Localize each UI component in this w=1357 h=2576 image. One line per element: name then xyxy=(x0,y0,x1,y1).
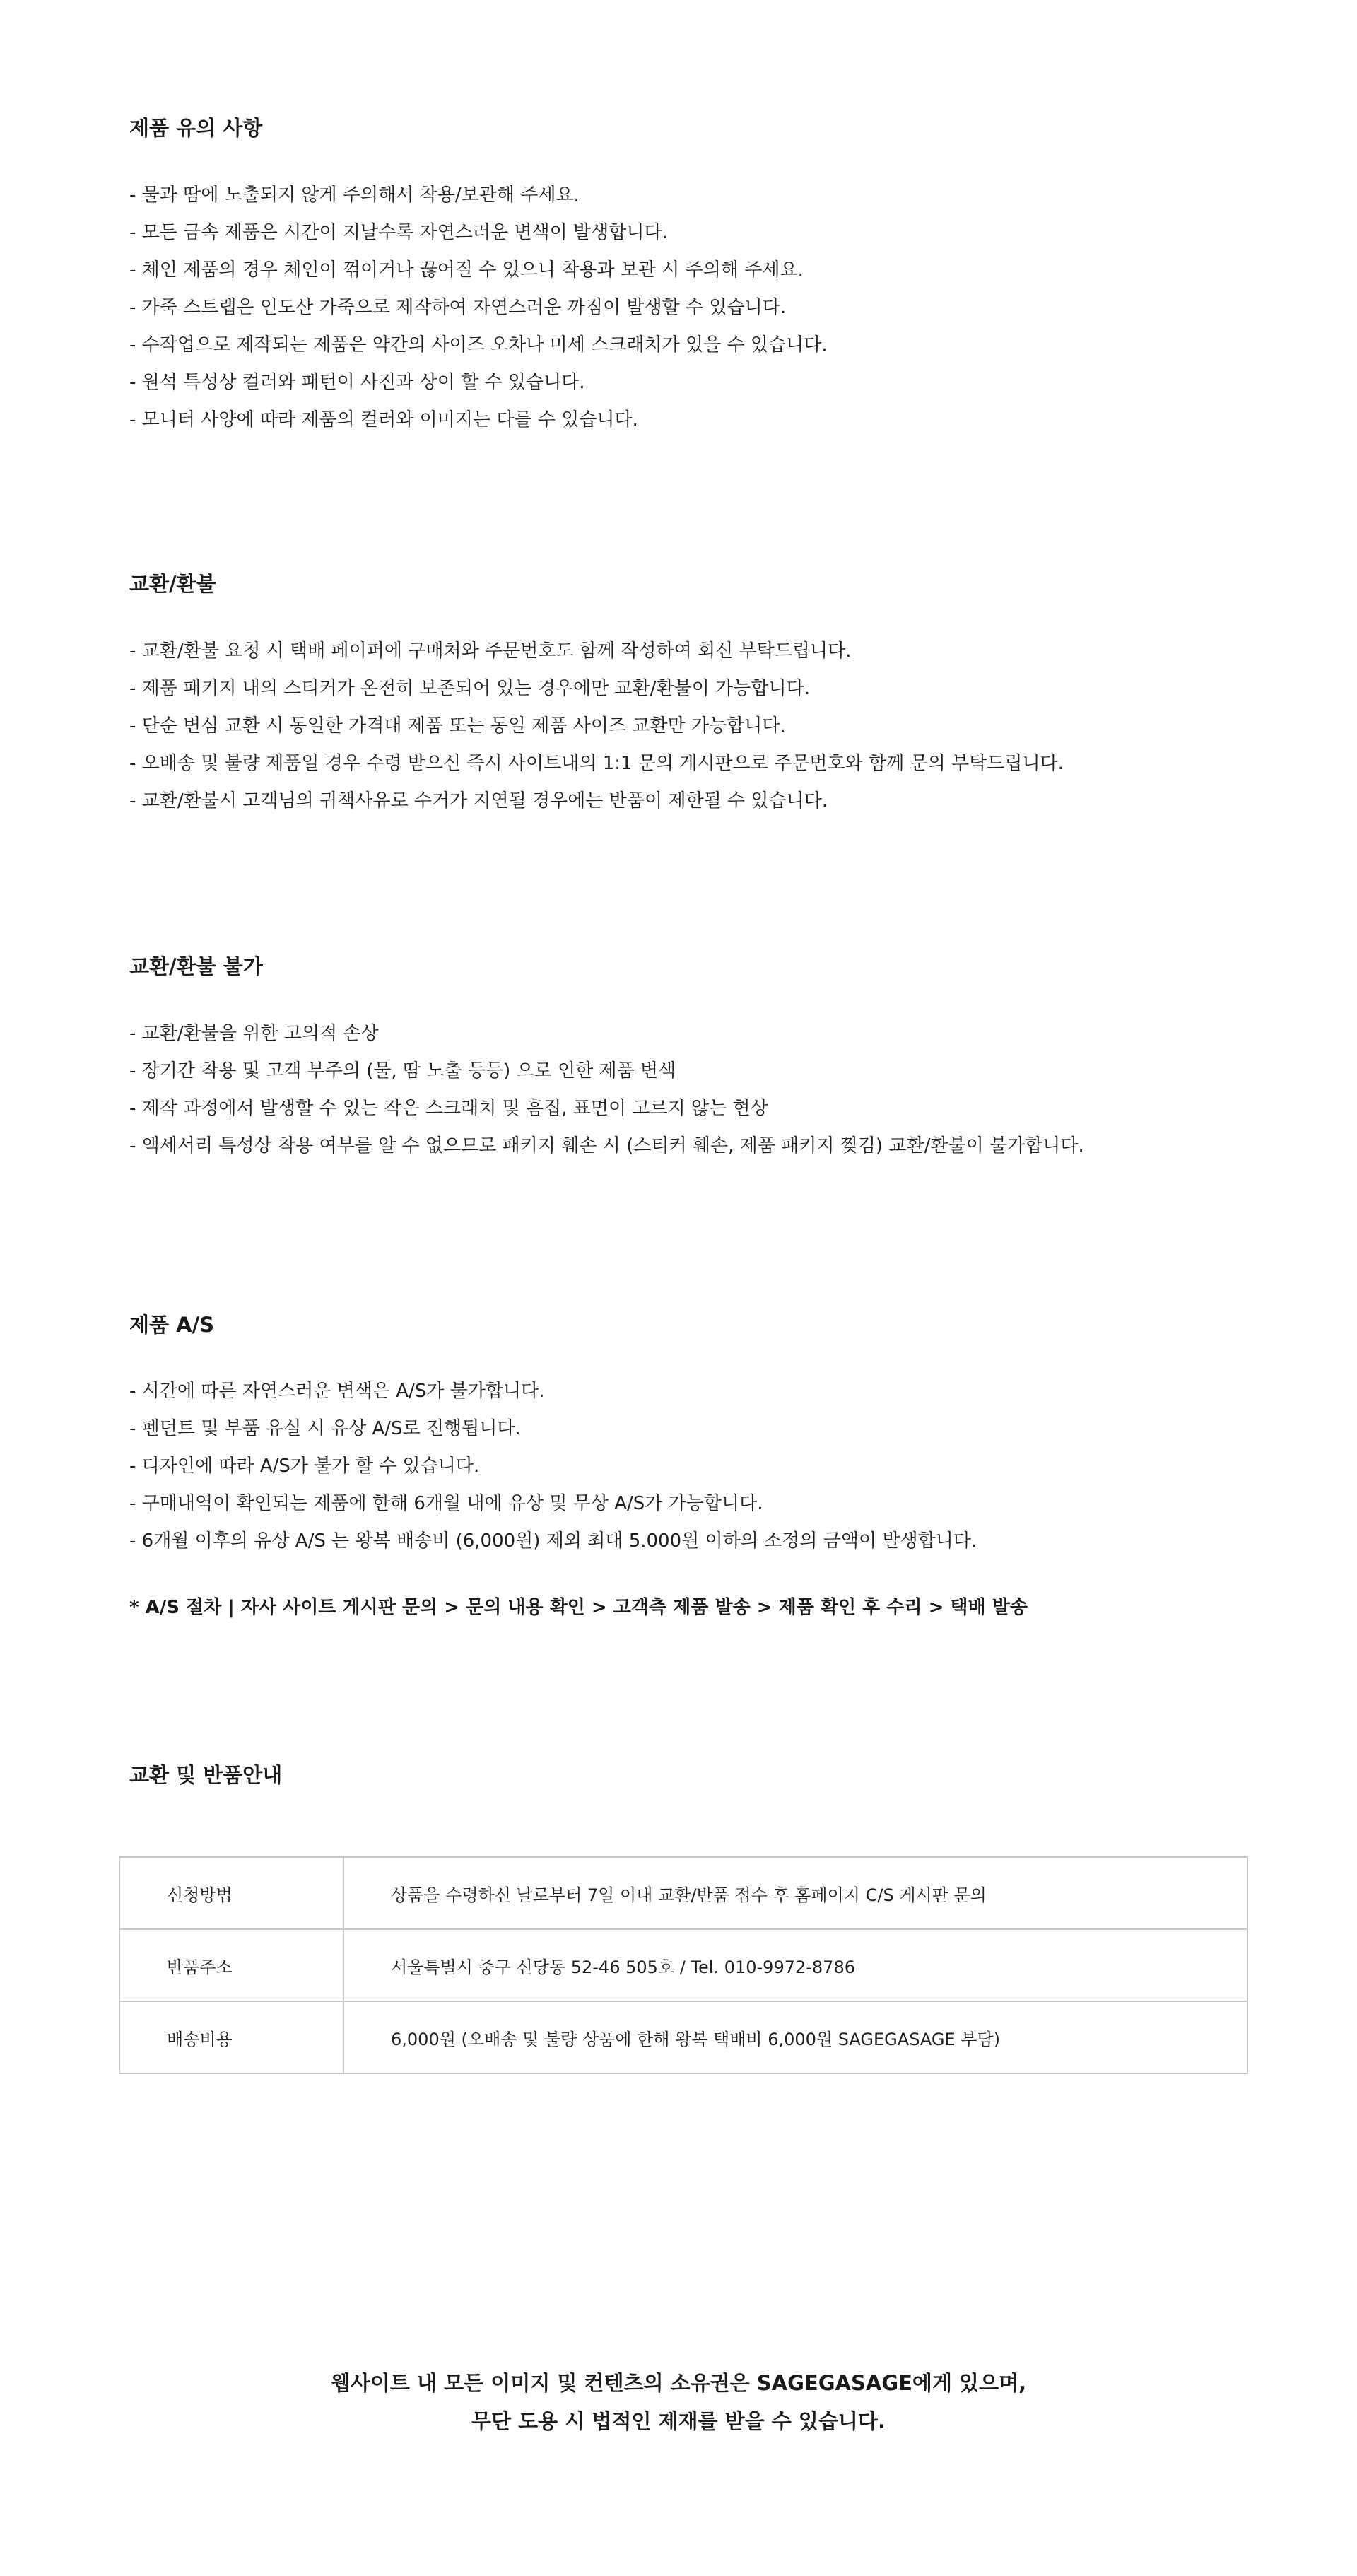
care-section xyxy=(129,115,1246,431)
care-item: - 물과 땀에 노출되지 않게 주의해서 착용/보관해 주세요. xyxy=(129,185,580,206)
return-guide-title: 교환 및 반품안내 xyxy=(129,1763,283,1787)
table-value: 상품을 수령하신 날로부터 7일 이내 교환/반품 접수 후 홈페이지 C/S 게시판 문의 xyxy=(343,1857,1247,1929)
care-item: - 원석 특성상 컬러와 패턴이 사진과 상이 할 수 있습니다. xyxy=(129,372,585,393)
table-label: 반품주소 xyxy=(119,1929,343,2001)
table-value: 서울특별시 중구 신당동 52-46 505호 / Tel. 010-9972-8786 xyxy=(343,1929,1247,2001)
exchange-section xyxy=(129,571,1246,812)
care-item: - 모든 금속 제품은 시간이 지날수록 자연스러운 변색이 발생합니다. xyxy=(129,222,668,243)
copyright-line-2: 무단 도용 시 법적인 제재를 받을 수 있습니다. xyxy=(471,2409,886,2433)
exchange-title: 교환/환불 xyxy=(129,572,216,596)
no-exchange-item: - 장기간 착용 및 고객 부주의 (물, 땀 노출 등등) 으로 인한 제품 변색 xyxy=(129,1060,676,1082)
exchange-item: - 단순 변심 교환 시 동일한 가격대 제품 또는 동일 제품 사이즈 교환만 가능합니다. xyxy=(129,715,786,737)
no-exchange-list xyxy=(129,1015,1084,1165)
care-item: - 수작업으로 제작되는 제품은 약간의 사이즈 오차나 미세 스크래치가 있을 수 있습니다. xyxy=(129,334,828,356)
return-guide-table xyxy=(119,1856,1248,2074)
no-exchange-section xyxy=(129,954,1246,1157)
as-item: - 6개월 이후의 유상 A/S 는 왕복 배송비 (6,000원) 제외 최대 5.000원 이하의 소정의 금액이 발생합니다. xyxy=(129,1530,977,1552)
as-item: - 펜던트 및 부품 유실 시 유상 A/S로 진행됩니다. xyxy=(129,1418,521,1439)
exchange-list xyxy=(129,633,1064,820)
exchange-item: - 교환/환불시 고객님의 귀책사유로 수거가 지연될 경우에는 반품이 제한될 수 있습니다. xyxy=(129,790,828,812)
as-section xyxy=(129,1312,1246,1618)
copyright-line-1: 웹사이트 내 모든 이미지 및 컨텐츠의 소유권은 SAGEGASAGE에게 있으며, xyxy=(330,2371,1027,2395)
no-exchange-item: - 액세서리 특성상 착용 여부를 알 수 없으므로 패키지 훼손 시 (스티커 훼손, 제품 패키지 찢김) 교환/환불이 불가합니다. xyxy=(129,1135,1084,1157)
table-value: 6,000원 (오배송 및 불량 상품에 한해 왕복 택배비 6,000원 SAGEGASAGE 부담) xyxy=(343,2001,1247,2073)
care-item: - 모니터 사양에 따라 제품의 컬러와 이미지는 다를 수 있습니다. xyxy=(129,409,638,431)
care-title: 제품 유의 사항 xyxy=(129,116,263,140)
table-label: 배송비용 xyxy=(119,2001,343,2073)
exchange-item: - 교환/환불 요청 시 택배 페이퍼에 구매처와 주문번호도 함께 작성하여 회신 부탁드립니다. xyxy=(129,640,852,662)
table-row xyxy=(119,2001,1247,2073)
as-list xyxy=(129,1373,977,1560)
care-item: - 가죽 스트랩은 인도산 가죽으로 제작하여 자연스러운 까짐이 발생할 수 있습니다. xyxy=(129,297,787,318)
copyright-notice xyxy=(0,2364,1357,2440)
exchange-item: - 오배송 및 불량 제품일 경우 수령 받으신 즉시 사이트내의 1:1 문의 게시판으로 주문번호와 함께 문의 부탁드립니다. xyxy=(129,753,1064,774)
as-title: 제품 A/S xyxy=(129,1313,215,1337)
care-item: - 체인 제품의 경우 체인이 꺾이거나 끊어질 수 있으니 착용과 보관 시 주의해 주세요. xyxy=(129,259,804,281)
care-list xyxy=(129,177,828,439)
exchange-item: - 제품 패키지 내의 스티커가 온전히 보존되어 있는 경우에만 교환/환불이 가능합니다. xyxy=(129,678,810,699)
as-item: - 디자인에 따라 A/S가 불가 할 수 있습니다. xyxy=(129,1456,480,1477)
as-item: - 시간에 따른 자연스러운 변색은 A/S가 불가합니다. xyxy=(129,1381,545,1402)
table-row xyxy=(119,1857,1247,1929)
no-exchange-title: 교환/환불 불가 xyxy=(129,954,263,978)
return-guide-section xyxy=(129,1762,1246,1788)
table-row xyxy=(119,1929,1247,2001)
no-exchange-item: - 교환/환불을 위한 고의적 손상 xyxy=(129,1023,379,1044)
no-exchange-item: - 제작 과정에서 발생할 수 있는 작은 스크래치 및 흠집, 표면이 고르지 않는 현상 xyxy=(129,1098,768,1119)
as-procedure: * A/S 절차 | 자사 사이트 게시판 문의 > 문의 내용 확인 > 고객측 제품 발송 > 제품 확인 후 수리 > 택배 발송 xyxy=(129,1597,1028,1618)
table-label: 신청방법 xyxy=(119,1857,343,1929)
as-item: - 구매내역이 확인되는 제품에 한해 6개월 내에 유상 및 무상 A/S가 가능합니다. xyxy=(129,1493,763,1514)
